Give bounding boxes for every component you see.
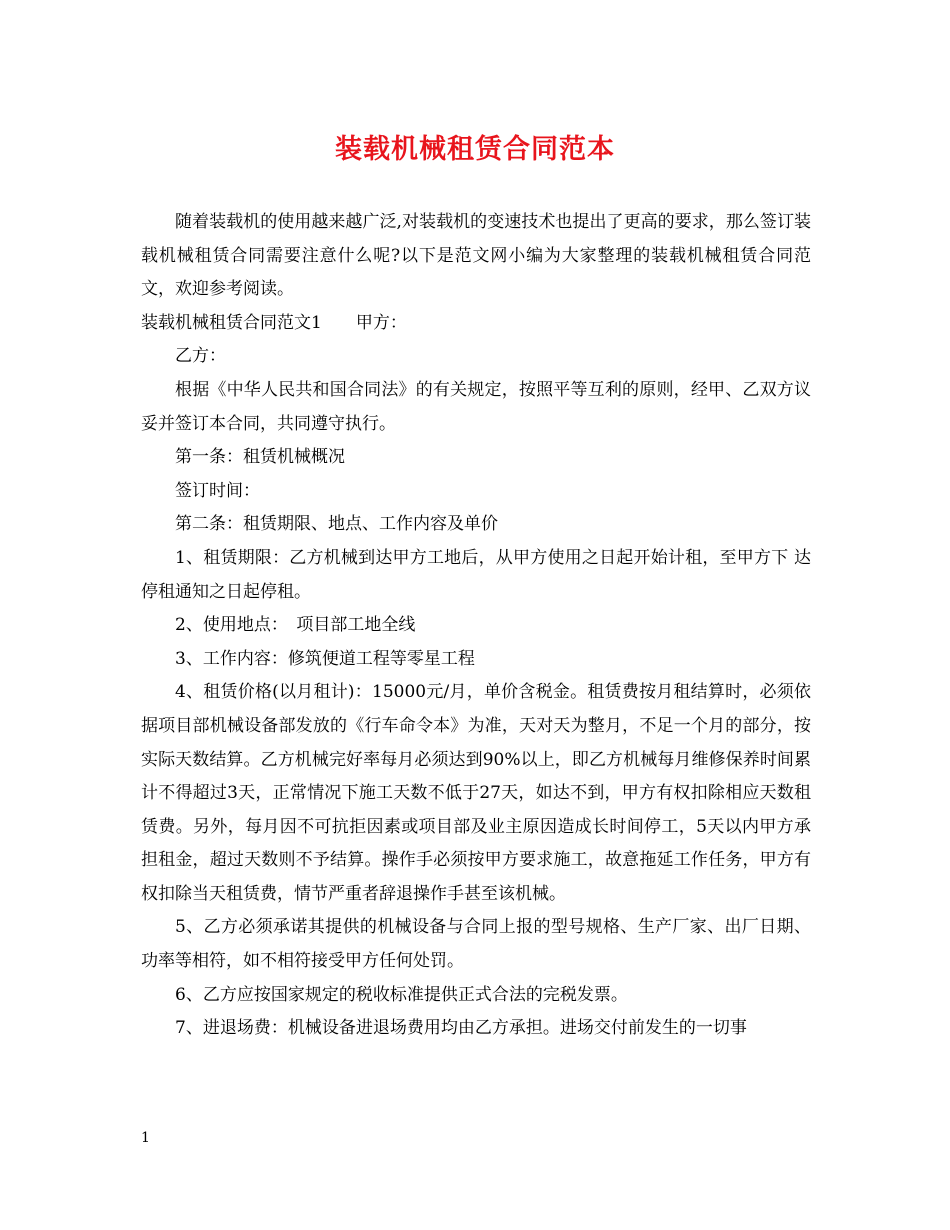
paragraph: 签订时间： [175, 480, 260, 501]
paragraph: 6、乙方应按国家规定的税收标准提供正式合法的完税发票。 [175, 984, 628, 1005]
document-title: 装载机械租赁合同范本 [335, 134, 615, 165]
paragraph: 乙方： [175, 346, 226, 367]
paragraph: 根据《中华人民共和国合同法》的有关规定，按照平等互利的原则，经甲、乙双方议妥并签订本合同，共同遵守执行。 [141, 379, 811, 434]
paragraph: 装载机械租赁合同范文1 甲方： [141, 312, 407, 333]
paragraph: 1、租赁期限：乙方机械到达甲方工地后，从甲方使用之日起开始计租，至甲方下 达停租通知之日起停租。 [141, 547, 811, 602]
paragraph: 2、使用地点： 项目部工地全线 [175, 615, 416, 636]
page-number: 1 [141, 1130, 150, 1146]
paragraph: 4、租赁价格(以月租计)：15000元/月，单价含税金。租赁费按月租结算时，必须依据项目部机械设备部发放的《行车命令本》为准，天对天为整月，不足一个月的部分，按实际天数结算。乙方机械完好率每月必须达到90%以上，即乙方机械每月维修保养时间累计不得超过3天，正常情况下施工天数不低于27天，如达不到，甲方有权扣除相应天数租赁费。另外，每月因不可抗拒因素或项目部及业主原因造成长时间停工，5天以内甲方承担租金，超过天数则不予结算。操作手必须按甲方要求施工，故意拖延工作任务，甲方有权扣除当天租赁费，情节严重者辞退操作手甚至该机械。 [141, 682, 811, 904]
paragraph: 第一条：租赁机械概况 [175, 447, 345, 468]
document-body [141, 206, 811, 1046]
paragraph: 3、工作内容：修筑便道工程等零星工程 [175, 648, 475, 669]
paragraph: 7、进退场费：机械设备进退场费用均由乙方承担。进场交付前发生的一切事 [175, 1018, 747, 1039]
paragraph: 第二条：租赁期限、地点、工作内容及单价 [175, 514, 498, 535]
paragraph: 随着装载机的使用越来越广泛,对装载机的变速技术也提出了更高的要求，那么签订装载机械租赁合同需要注意什么呢?以下是范文网小编为大家整理的装载机械租赁合同范文，欢迎参考阅读。 [141, 212, 811, 300]
paragraph: 5、乙方必须承诺其提供的机械设备与合同上报的型号规格、生产厂家、出厂日期、功率等相符，如不相符接受甲方任何处罚。 [141, 917, 811, 972]
